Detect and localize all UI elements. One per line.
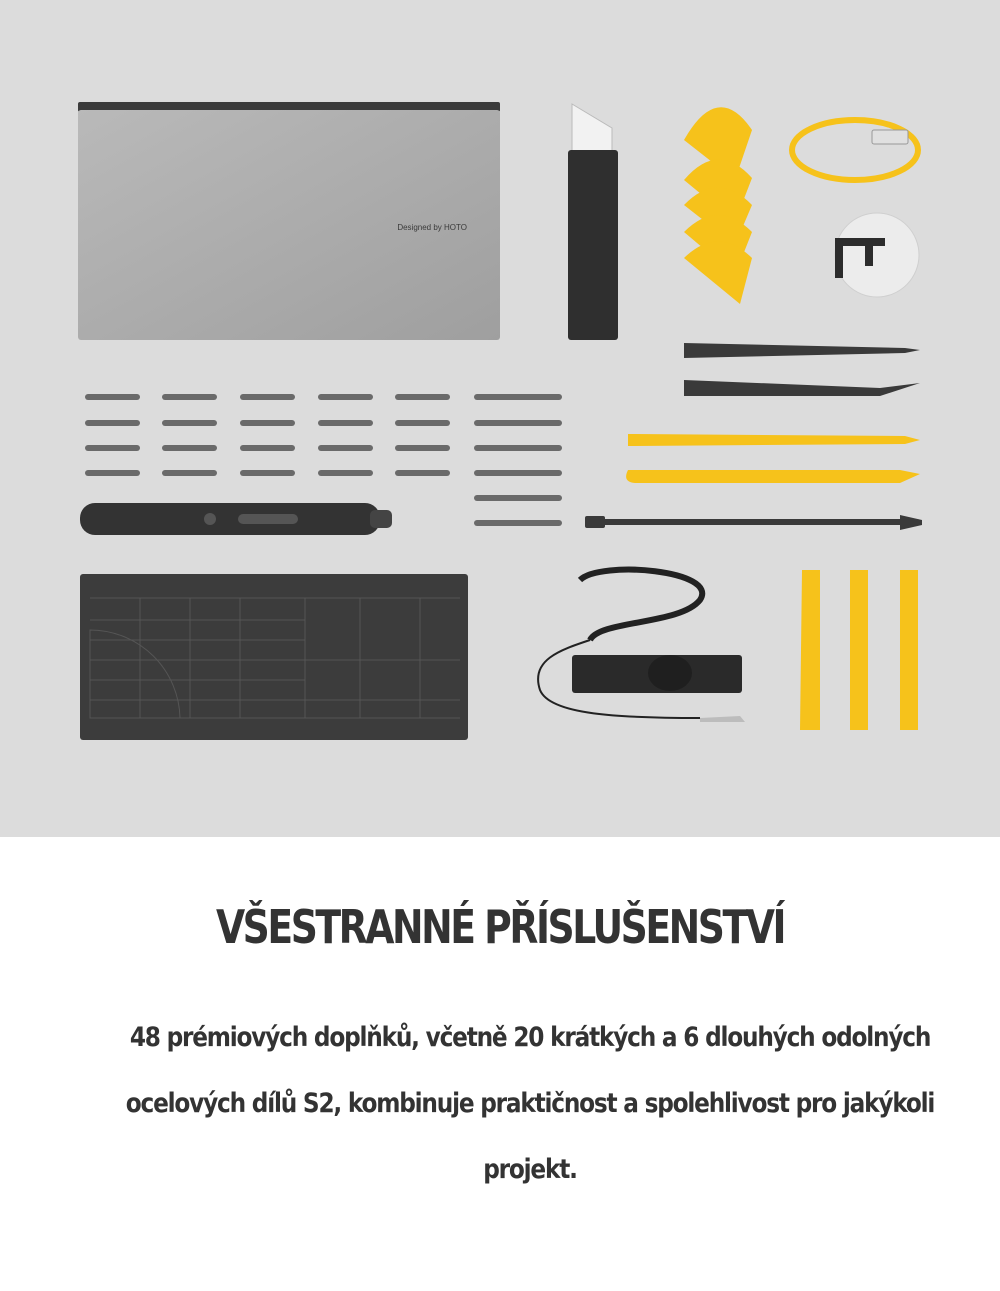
usb-cable (792, 120, 918, 180)
page-title: VŠESTRANNÉ PŘÍSLUŠENSTVÍ (215, 900, 785, 954)
antistatic-wrist-strap (538, 570, 745, 722)
utility-knife (568, 104, 618, 340)
electric-screwdriver (80, 503, 392, 535)
long-bits (474, 394, 562, 526)
suction-cup (835, 213, 919, 297)
tweezers (684, 343, 920, 396)
spudgers (626, 434, 920, 483)
brand-label: Designed by HOTO (397, 223, 467, 232)
metal-spudger (585, 515, 922, 530)
storage-case (78, 102, 500, 340)
magnetic-mat (80, 574, 468, 740)
short-bits (85, 394, 450, 476)
product-description: 48 prémiových doplňků, včetně 20 krátkých a 6 dlouhých odolných ocelových dílů S2, kombinuje praktičnost a spolehlivost pro jakýkoli projekt. (125, 1022, 935, 1185)
pry-bars (800, 570, 918, 730)
opening-picks (684, 107, 752, 304)
